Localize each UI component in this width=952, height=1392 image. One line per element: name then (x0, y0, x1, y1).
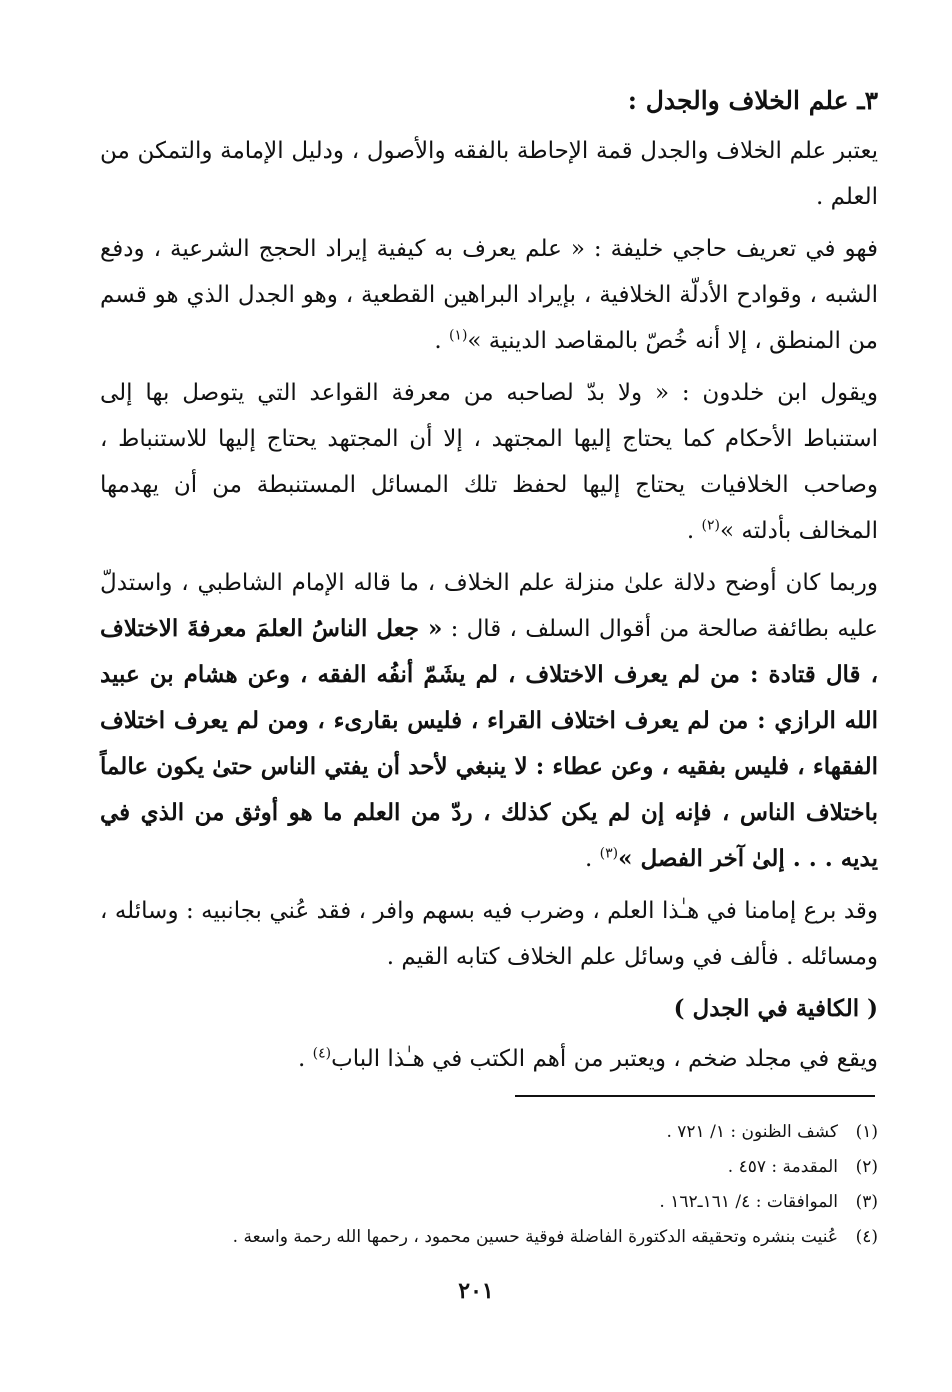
paragraph-2-text: فهو في تعريف حاجي خليفة : « علم يعرف به كيفية إيراد الحجج الشرعية ، ودفع الشبه ، وقوادح الأدلّة الخلافية ، بإيراد البراهين القطعية ، وهو الجدل الذي هو قسم من المنطق ، إلا أنه خُصّ بالمقاصد الدينية » (100, 236, 878, 354)
footnote-divider (515, 1095, 875, 1097)
footnote-1 (100, 1115, 878, 1150)
footnote-2 (100, 1150, 878, 1185)
paragraph-6 (100, 1036, 878, 1082)
footnote-text: عُنيت بنشره وتحقيقه الدكتورة الفاضلة فوقية حسين محمود ، رحمها الله رحمة واسعة . (232, 1227, 838, 1247)
paragraph-4 (100, 560, 878, 882)
footnote-number: (١) (855, 1122, 878, 1142)
footnote-text: الموافقات : ٤/ ١٦١ـ١٦٢ . (659, 1192, 838, 1212)
footnote-3 (100, 1185, 878, 1220)
footnote-number: (٣) (855, 1192, 878, 1212)
paragraph-1: يعتبر علم الخلاف والجدل قمة الإحاطة بالفقه والأصول ، ودليل الإمامة والتمكن من العلم . (100, 138, 878, 210)
paragraph-6-end: . (298, 1046, 313, 1072)
paragraph-5: وقد برع إمامنا في هـٰذا العلم ، وضرب فيه بسهم وافر ، فقد عُني بجانبيه : وسائله ، ومسائله . فألف في وسائل علم الخلاف كتابه القيم . (100, 898, 878, 970)
paragraph-2-end: . (434, 328, 449, 354)
footnote-text: كشف الظنون : ١/ ٧٢١ . (666, 1122, 838, 1142)
footnote-ref-1: (١) (448, 327, 468, 344)
shatibi-quote: « جعل الناسُ العلمَ معرفةَ الاختلاف ، قال قتادة : من لم يعرف الاختلاف ، لم يشَمّ أنفُه الفقه ، وعن هشام بن عبيد الله الرازي : من لم يعرف اختلاف القراء ، فليس بقارىء ، ومن لم يعرف اختلاف الفقهاء ، فليس بفقيه ، وعن عطاء : لا ينبغي لأحد أن يفتي الناس حتىٰ يكون عالماً باختلاف الناس ، فإنه إن لم يكن كذلك ، ردّ من العلم ما هو أوثق من الذي في يديه . . . إلىٰ آخر الفصل » (100, 615, 878, 872)
footnote-number: (٢) (855, 1157, 878, 1177)
section-heading: ٣ـ علم الخلاف والجدل : (627, 86, 878, 115)
paragraph-2 (100, 226, 878, 364)
footnote-ref-2: (٢) (701, 517, 720, 534)
paragraph-6-text: ويقع في مجلد ضخم ، ويعتبر من أهم الكتب في هـٰذا الباب (331, 1046, 878, 1072)
page-body (100, 78, 878, 1088)
footnotes (100, 1115, 878, 1255)
footnote-ref-4: (٤) (312, 1045, 332, 1062)
paragraph-4-end: . (584, 846, 600, 872)
footnote-number: (٤) (855, 1227, 878, 1247)
paragraph-3 (100, 370, 878, 554)
paragraph-3-text: ويقول ابن خلدون : « ولا بدّ لصاحبه من معرفة القواعد التي يتوصل بها إلى استنباط الأحكام كما يحتاج إليها المجتهد ، إلا أن المجتهد يحتاج إليها للاستنباط ، وصاحب الخلافيات يحتاج إليها لحفظ تلك المسائل المستنبطة من أن يهدمها المخالف بأدلته » (100, 380, 878, 544)
footnote-text: المقدمة : ٤٥٧ . (727, 1157, 838, 1177)
page-number: ٢٠١ (458, 1278, 494, 1304)
paragraph-3-end: . (686, 518, 702, 544)
paragraph-4-intro: وربما كان أوضح دلالة علىٰ منزلة علم الخلاف ، ما قاله الإمام الشاطبي ، واستدلّ عليه بطائفة صالحة من أقوال السلف ، قال : (100, 570, 878, 642)
footnote-ref-3: (٣) (599, 845, 619, 862)
footnote-4 (100, 1220, 878, 1255)
book-title: ( الكافية في الجدل ) (673, 995, 878, 1022)
